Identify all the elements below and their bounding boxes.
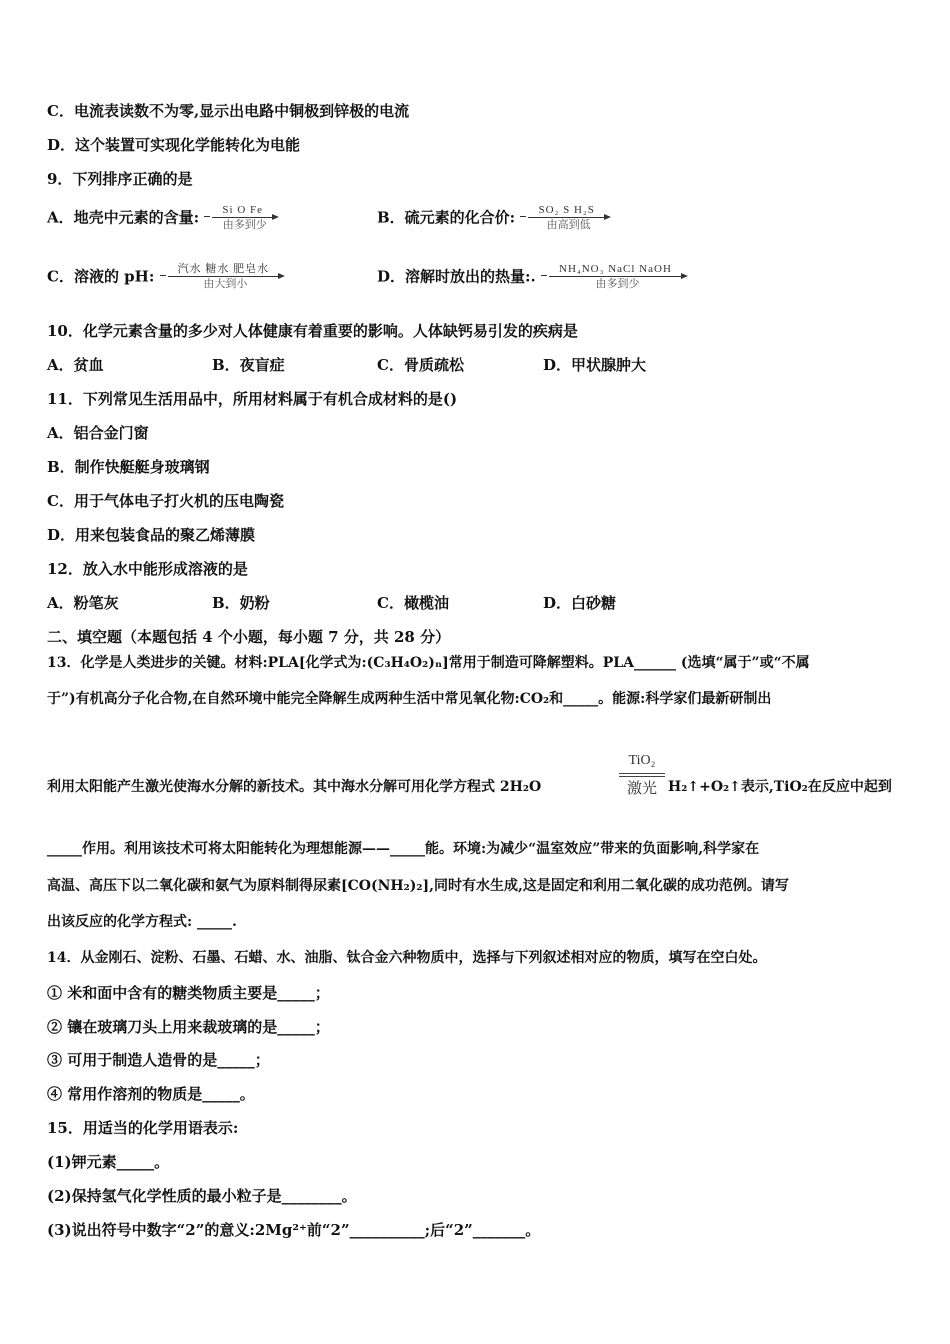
q13-line-6: 出该反应的化学方程式: _____. <box>47 914 237 930</box>
q15-item-2: (2)保持氢气化学性质的最小粒子是________。 <box>47 1187 357 1205</box>
q9-c-direction: 由大到小 <box>203 278 248 290</box>
condition-label: 激光 <box>626 781 657 797</box>
q9-b-arrow <box>520 204 608 231</box>
q9-d-arrow <box>541 263 686 290</box>
q15-item-3: (3)说出符号中数字“2”的意义:2Mg²⁺前“2”__________;后“2”_______。 <box>47 1221 541 1239</box>
q13-line-1: 13．化学是人类进步的关键。材料:PLA[化学式为:(C₃H₄O₂)ₙ]常用于制造可降解塑料。PLA______ (选填“属于”或“不属 <box>47 655 810 671</box>
q9-b-direction: 由高到低 <box>546 219 591 231</box>
q9-d-label: D．溶解时放出的热量:. <box>377 267 536 286</box>
q12-option-a: A．粉笔灰 <box>47 594 119 612</box>
q9-a-order: Si O Fe <box>222 204 264 216</box>
section-2-heading: 二、填空题（本题包括 4 个小题，每小题 7 分，共 28 分） <box>47 628 451 646</box>
q8-option-d: D．这个装置可实现化学能转化为电能 <box>47 136 301 154</box>
q8-option-c: C．电流表读数不为零,显示出电路中铜极到锌极的电流 <box>47 102 410 120</box>
q9-b-label: B．硫元素的化合价: <box>377 208 516 227</box>
q9-a-label: A．地壳中元素的含量: <box>47 208 200 227</box>
q9-option-b <box>377 204 609 231</box>
q10-stem: 10．化学元素含量的多少对人体健康有着重要的影响。人体缺钙易引发的疾病是 <box>47 322 578 340</box>
q10-option-c: C．骨质疏松 <box>377 356 464 374</box>
q12-option-c: C．橄榄油 <box>377 594 449 612</box>
q10-option-b: B．夜盲症 <box>212 356 285 374</box>
q9-option-d <box>377 263 686 290</box>
q9-c-order: 汽水 糖水 肥皂水 <box>177 263 270 275</box>
q9-c-arrow <box>160 263 284 290</box>
q13-line-3b: H₂↑+O₂↑表示,TiO₂在反应中起到 <box>668 779 892 795</box>
q11-option-a: A．铝合金门窗 <box>47 424 149 442</box>
q9-a-arrow <box>204 204 277 231</box>
q13-equation-condition <box>619 752 665 798</box>
q9-d-order: NH₄NO₃ NaCl NaOH <box>559 263 672 275</box>
q9-d-direction: 由多到少 <box>595 278 640 290</box>
q10-option-d: D．甲状腺肿大 <box>543 356 647 374</box>
q14-item-2: ② 镶在玻璃刀头上用来裁玻璃的是_____； <box>47 1018 330 1036</box>
q9-a-direction: 由多到少 <box>222 219 267 231</box>
q11-option-b: B．制作快艇艇身玻璃钢 <box>47 458 210 476</box>
q12-stem: 12．放入水中能形成溶液的是 <box>47 560 248 578</box>
q11-option-d: D．用来包装食品的聚乙烯薄膜 <box>47 526 256 544</box>
q9-stem: 9．下列排序正确的是 <box>47 170 193 188</box>
q15-item-1: (1)钾元素_____。 <box>47 1153 170 1171</box>
q9-c-label: C．溶液的 pH: <box>47 267 155 286</box>
q11-stem: 11．下列常见生活用品中，所用材料属于有机合成材料的是() <box>47 390 458 408</box>
q10-option-a: A．贫血 <box>47 356 104 374</box>
q14-stem: 14．从金刚石、淀粉、石墨、石蜡、水、油脂、钛合金六种物质中，选择与下列叙述相对应的物质，填写在空白处。 <box>47 950 767 966</box>
q13-line-2: 于”)有机高分子化合物,在自然环境中能完全降解生成两种生活中常见氧化物:CO₂和_____。能源:科学家们最新研制出 <box>47 691 772 707</box>
q9-option-a <box>47 204 277 231</box>
catalyst-label: TiO₂ <box>628 753 656 768</box>
q13-line-5: 高温、高压下以二氧化碳和氨气为原料制得尿素[CO(NH₂)₂],同时有水生成,这是固定和利用二氧化碳的成功范例。请写 <box>47 878 789 894</box>
q13-line-4: _____作用。利用该技术可将太阳能转化为理想能源——_____能。环境:为减少“温室效应”带来的负面影响,科学家在 <box>47 841 760 857</box>
q9-option-c <box>47 263 283 290</box>
q15-stem: 15．用适当的化学用语表示: <box>47 1119 239 1137</box>
q13-line-3a: 利用太阳能产生激光使海水分解的新技术。其中海水分解可用化学方程式 2H₂O <box>47 779 542 795</box>
q11-option-c: C．用于气体电子打火机的压电陶瓷 <box>47 492 284 510</box>
q12-option-b: B．奶粉 <box>212 594 270 612</box>
q14-item-1: ① 米和面中含有的糖类物质主要是_____； <box>47 984 330 1002</box>
q14-item-3: ③ 可用于制造人造骨的是_____； <box>47 1051 270 1069</box>
q9-b-order: SO₂ S H₂S <box>538 204 595 216</box>
q14-item-4: ④ 常用作溶剂的物质是_____。 <box>47 1085 255 1103</box>
q12-option-d: D．白砂糖 <box>543 594 617 612</box>
